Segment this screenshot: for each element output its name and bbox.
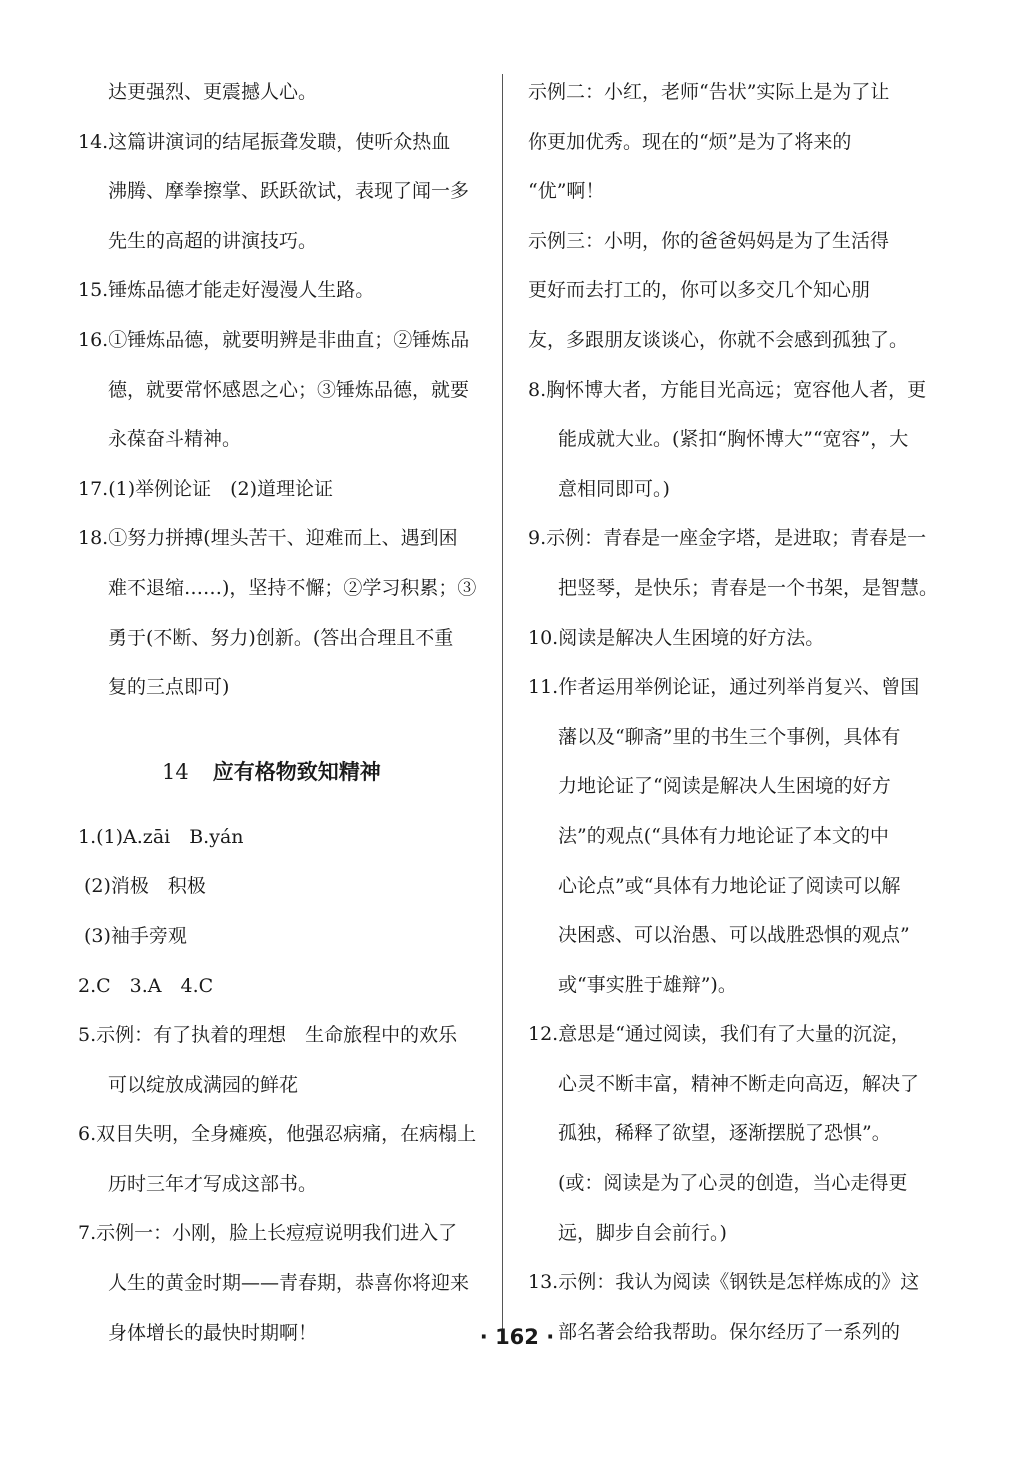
text-line: 7.示例一：小刚，脸上长痘痘说明我们进入了: [78, 1222, 458, 1245]
text-line: 示例三：小明，你的爸爸妈妈是为了生活得: [528, 229, 890, 252]
text-line: 法”的观点(“具体有力地论证了本文的中: [558, 824, 889, 847]
text-line: 意相同即可。): [558, 477, 670, 500]
text-line: (3)袖手旁观: [84, 924, 187, 947]
text-line: (2)消极 积极: [84, 875, 206, 898]
text-line: 友，多跟朋友谈谈心，你就不会感到孤独了。: [528, 328, 909, 351]
text-line: 你更加优秀。现在的“烦”是为了将来的: [528, 130, 852, 153]
text-line: 14.这篇讲演词的结尾振聋发聩，使听众热血: [78, 130, 451, 153]
text-line: 先生的高超的讲演技巧。: [108, 229, 318, 252]
section-heading: [78, 741, 496, 803]
text-line: 难不退缩……)，坚持不懈；②学习积累；③: [108, 576, 477, 599]
text-line: 5.示例：有了执着的理想 生命旅程中的欢乐: [78, 1024, 458, 1047]
text-line: 决困惑、可以治愚、可以战胜恐惧的观点”: [558, 924, 910, 947]
text-line: 10.阅读是解决人生困境的好方法。: [528, 626, 825, 649]
section-title: 应有格物致知精神: [212, 759, 381, 784]
text-line: 或“事实胜于雄辩”)。: [558, 973, 737, 996]
text-line: 6.双目失明，全身瘫痪，他强忍病痛，在病榻上: [78, 1123, 477, 1146]
text-line: 人生的黄金时期——青春期，恭喜你将迎来: [108, 1272, 470, 1295]
text-line: 复的三点即可): [108, 676, 230, 699]
text-line: 17.(1)举例论证 (2)道理论证: [78, 477, 334, 500]
text-line: 心灵不断丰富，精神不断走向高迈，解决了: [558, 1072, 920, 1095]
text-line: 历时三年才写成这部书。: [108, 1172, 318, 1195]
text-line: 部名著会给我帮助。保尔经历了一系列的: [558, 1320, 901, 1343]
text-line: (或：阅读是为了心灵的创造，当心走得更: [558, 1172, 908, 1195]
text-line: 18.①努力拼搏(埋头苦干、迎难而上、遇到困: [78, 527, 458, 550]
text-line: 1.(1)A.zāi B.yán: [78, 825, 244, 848]
text-line: 更好而去打工的，你可以多交几个知心朋: [528, 279, 871, 302]
text-line: 15.锤炼品德才能走好漫漫人生路。: [78, 279, 375, 302]
text-line: 8.胸怀博大者，方能目光高远；宽容他人者，更: [528, 378, 927, 401]
text-line: 达更强烈、更震撼人心。: [108, 81, 318, 103]
text-line: 把竖琴，是快乐；青春是一个书架，是智慧。: [558, 576, 939, 599]
left-column: [78, 68, 496, 1358]
text-line: 16.①锤炼品德，就要明辨是非曲直；②锤炼品: [78, 328, 470, 351]
text-line: “优”啊！: [528, 180, 605, 203]
text-line: 身体增长的最快时期啊！: [108, 1321, 318, 1344]
text-line: 德，就要常怀感恩之心；③锤炼品德，就要: [108, 378, 470, 401]
text-line: 9.示例：青春是一座金字塔，是进取；青春是一: [528, 527, 927, 550]
text-line: 2.C 3.A 4.C: [78, 974, 214, 997]
text-line: 能成就大业。(紧扣“胸怀博大”“宽容”，大: [558, 428, 909, 451]
text-line: 心论点”或“具体有力地论证了阅读可以解: [558, 874, 901, 897]
text-line: 11.作者运用举例论证，通过列举肖复兴、曾国: [528, 676, 920, 699]
text-line: 孤独，稀释了欲望，逐渐摆脱了恐惧”。: [558, 1122, 891, 1145]
text-line: 远，脚步自会前行。): [558, 1221, 727, 1244]
text-line: 12.意思是“通过阅读，我们有了大量的沉淀，: [528, 1023, 910, 1046]
text-line: 藩以及“聊斋”里的书生三个事例，具体有: [558, 725, 901, 748]
text-line: 力地论证了“阅读是解决人生困境的好方: [558, 775, 891, 798]
page-number: · 162 ·: [479, 1325, 555, 1349]
right-column: [528, 68, 939, 1357]
text-line: 可以绽放成满园的鲜花: [108, 1073, 299, 1096]
text-line: 示例二：小红，老师“告状”实际上是为了让: [528, 81, 890, 103]
section-number: 14: [162, 759, 189, 784]
text-line: 13.示例：我认为阅读《钢铁是怎样炼成的》这: [528, 1271, 920, 1294]
text-line: 永葆奋斗精神。: [108, 428, 242, 451]
column-divider: [502, 74, 503, 1340]
text-line: 勇于(不断、努力)创新。(答出合理且不重: [108, 626, 454, 649]
text-line: 沸腾、摩拳擦掌、跃跃欲试，表现了闻一多: [108, 180, 470, 203]
